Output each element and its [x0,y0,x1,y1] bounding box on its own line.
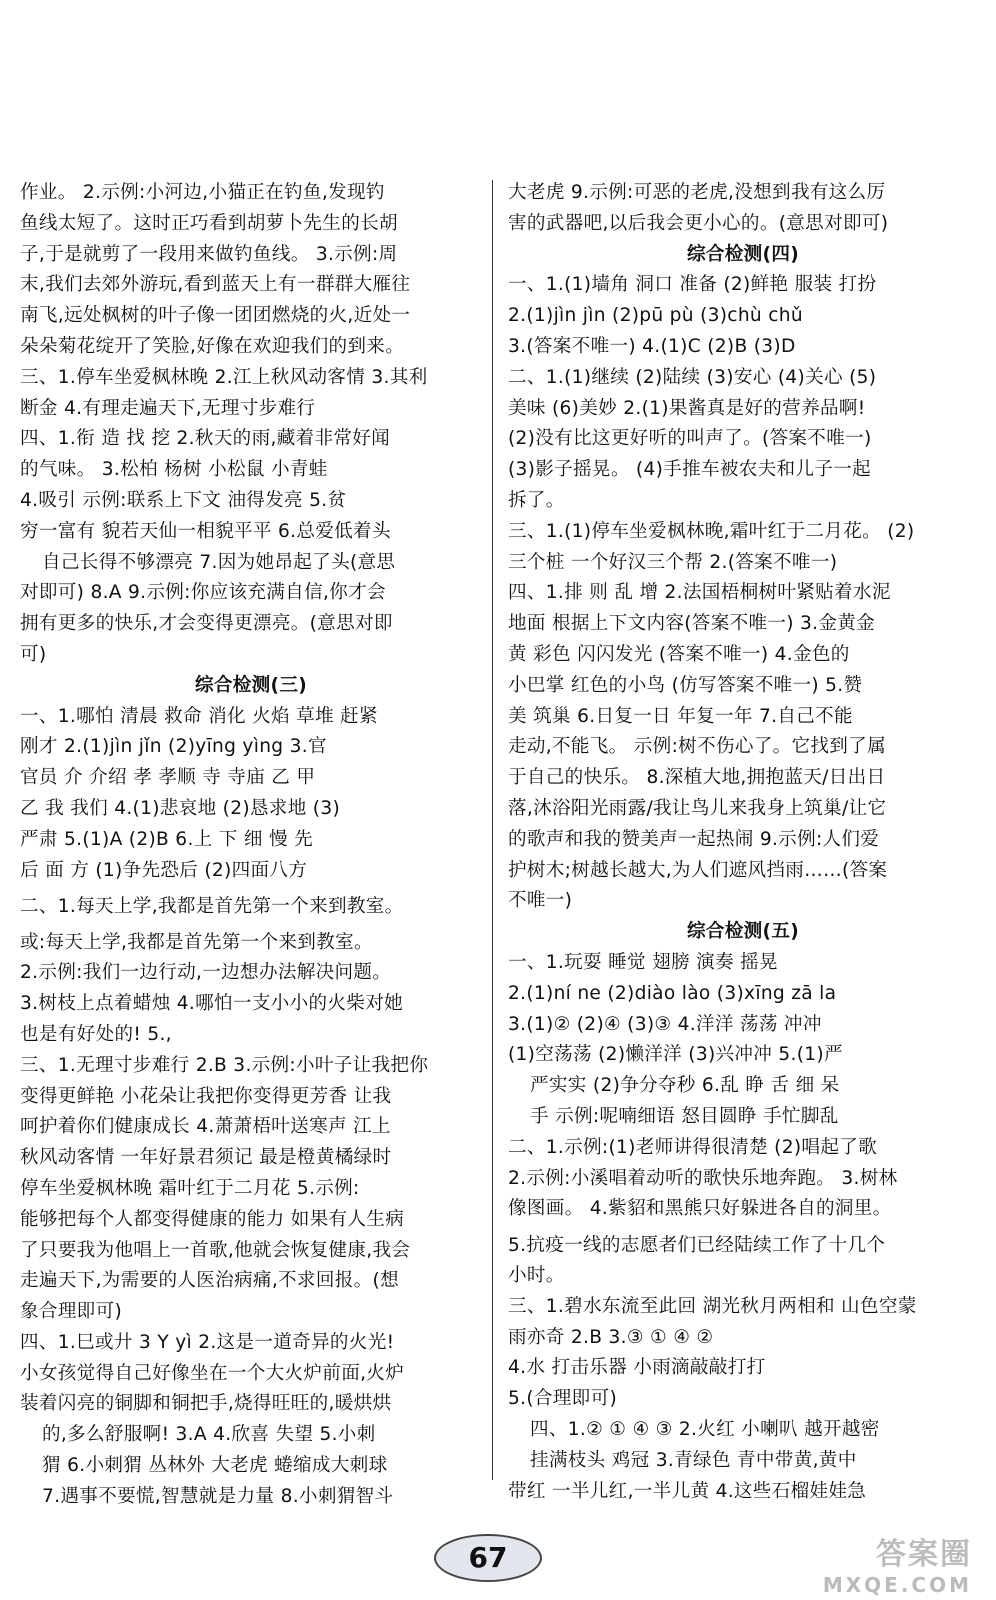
answer-line: 也是有好处的! 5., [20,1023,172,1045]
answer-line: 4.吸引 示例:联系上下文 油得发亮 5.贫 [20,489,347,511]
answer-line: 二、1.(1)继续 (2)陆续 (3)安心 (4)关心 (5) [508,366,877,388]
right-column [508,178,978,1507]
answer-line: 地面 根据上下文内容(答案不唯一) 3.金黄金 [508,613,876,635]
answer-line: 2.示例:小溪唱着动听的歌快乐地奔跑。 3.树林 [508,1167,898,1189]
answer-line: (1)空荡荡 (2)懒洋洋 (3)兴冲冲 5.(1)严 [508,1044,843,1066]
answer-line: 2.示例:我们一边行动,一边想办法解决问题。 [20,962,392,984]
answer-line: 3.(答案不唯一) 4.(1)C (2)B (3)D [508,335,796,357]
answer-line: 5.(合理即可) [508,1388,618,1410]
answer-line: 3.树枝上点着蜡烛 4.哪怕一支小小的火柴对她 [20,993,403,1015]
watermark-logo [822,1537,972,1600]
answer-line: 秋风动客情 一年好景君须记 最是橙黄橘绿时 [20,1147,392,1169]
answer-line: 对即可) 8.A 9.示例:你应该充满自信,你才会 [20,582,386,604]
answer-line: 拥有更多的快乐,才会变得更漂亮。(意思对即 [20,613,393,635]
answer-line: 的气味。 3.松柏 杨树 小松鼠 小青蛙 [20,459,328,481]
answer-line: (2)没有比这更好听的叫声了。(答案不唯一) [508,428,872,450]
answer-line: 带红 一半儿红,一半儿黄 4.这些石榴娃娃急 [508,1480,867,1502]
answer-line: 三、1.无理寸步难行 2.B 3.示例:小叶子让我把你 [20,1054,429,1076]
answer-line: 呵护着你们健康成长 4.萧萧梧叶送寒声 江上 [20,1116,391,1138]
answer-line: 变得更鲜艳 小花朵让我把你变得更芳香 让我 [20,1085,392,1107]
answer-line: 雨亦奇 2.B 3.③ ① ④ ② [508,1326,714,1348]
answer-line: 2.(1)jìn jìn (2)pū pù (3)chù chǔ [508,305,803,327]
watermark-url: MXQE.COM [822,1573,972,1597]
answer-line: 小巴掌 红色的小鸟 (仿写答案不唯一) 5.赞 [508,674,863,696]
answer-line: 断金 4.有理走遍天下,无理寸步难行 [20,397,316,419]
answer-line: 末,我们去郊外游玩,看到蓝天上有一群群大雁往 [20,274,411,296]
answer-line: 二、1.每天上学,我都是首先第一个来到教室。 [20,896,404,918]
answer-line: 刚才 2.(1)jìn jǐn (2)yīng yìng 3.官 [20,736,327,758]
answer-line: 鱼线太短了。这时正巧看到胡萝卜先生的长胡 [20,212,398,234]
answer-line: 穷一富有 貌若天仙一相貌平平 6.总爱低着头 [20,520,391,542]
answer-line: 可) [20,643,47,665]
answer-line: 四、1.巳或廾 3 Y yì 2.这是一道奇异的火光! [20,1331,395,1353]
answer-line: (3)影子摇晃。 (4)手推车被农夫和儿子一起 [508,459,871,481]
answer-line: 的歌声和我的赞美声一起热闹 9.示例:人们爱 [508,828,880,850]
left-column [20,178,482,1513]
answer-line: 的,多么舒服啊! 3.A 4.欣喜 失望 5.小刺 [42,1424,376,1446]
answer-line: 大老虎 9.示例:可恶的老虎,没想到我有这么厉 [508,182,886,203]
answer-line: 猬 6.小刺猬 丛林外 大老虎 蜷缩成大刺球 [42,1455,388,1477]
answer-line: 乙 我 我们 4.(1)悲哀地 (2)恳求地 (3) [20,797,341,819]
section-title: 综合检测(五) [686,921,800,943]
answer-line: 四、1.衔 造 找 挖 2.秋天的雨,藏着非常好闻 [20,428,391,450]
answer-line: 南飞,远处枫树的叶子像一团团燃烧的火,近处一 [20,305,411,327]
answer-line: 自己长得不够漂亮 7.因为她昂起了头(意思 [42,551,396,573]
answer-line: 美 筑巢 6.日复一日 年复一年 7.自己不能 [508,705,853,727]
answer-line: 4.水 打击乐器 小雨滴敲敲打打 [508,1357,766,1379]
section-title: 综合检测(四) [686,243,800,265]
page-number: 67 [434,1534,542,1582]
answer-line: 5.抗疫一线的志愿者们已经陆续工作了十几个 [508,1235,886,1257]
answer-line: 装着闪亮的铜脚和铜把手,烧得旺旺的,暖烘烘 [20,1393,392,1415]
answer-line: 严实实 (2)争分夺秒 6.乱 睁 舌 细 呆 [530,1075,840,1097]
answer-line: 能够把每个人都变得健康的能力 如果有人生病 [20,1208,405,1230]
answer-line: 严肃 5.(1)A (2)B 6.上 下 细 慢 先 [20,828,313,850]
answer-line: 美味 (6)美妙 2.(1)果酱真是好的营养品啊! [508,397,866,419]
answer-line: 或:每天上学,我都是首先第一个来到教室。 [20,932,373,954]
section-title: 综合检测(三) [194,674,308,696]
answer-line: 三、1.碧水东流至此回 湖光秋月两相和 山色空蒙 [508,1295,917,1317]
answer-line: 2.(1)ní ne (2)diào lào (3)xīng zā la [508,982,837,1004]
answer-line: 了只要我为他唱上一首歌,他就会恢复健康,我会 [20,1239,411,1261]
answer-line: 走遍天下,为需要的人医治病痛,不求回报。(想 [20,1270,399,1292]
answer-line: 小时。 [508,1265,565,1287]
answer-line: 走动,不能飞。 示例:树不伤心了。它找到了属 [508,736,886,758]
answer-line: 像图画。 4.紫貂和黑熊只好躲进各自的洞里。 [508,1198,892,1220]
answer-line: 黄 彩色 闪闪发光 (答案不唯一) 4.金色的 [508,643,850,665]
answer-line: 手 示例:呢喃细语 怒目圆睁 手忙脚乱 [530,1105,839,1127]
answer-line: 作业。 2.示例:小河边,小猫正在钓鱼,发现钓 [20,182,385,203]
answer-line: 小女孩觉得自己好像坐在一个大火炉前面,火炉 [20,1362,405,1384]
answer-line: 三、1.停车坐爱枫林晚 2.江上秋风动客情 3.其利 [20,366,428,388]
answer-line: 拆了。 [508,489,565,511]
answer-line: 四、1.② ① ④ ③ 2.火红 小喇叭 越开越密 [530,1419,880,1441]
answer-line: 7.遇事不要慌,智慧就是力量 8.小刺猬智斗 [42,1485,394,1507]
answer-line: 子,于是就剪了一段用来做钓鱼线。 3.示例:周 [20,243,398,265]
answer-line: 一、1.哪怕 清晨 救命 消化 火焰 草堆 赶紧 [20,705,378,727]
column-divider [492,180,493,1480]
answer-line: 四、1.排 则 乱 增 2.法国梧桐树叶紧贴着水泥 [508,582,891,604]
answer-line: 挂满枝头 鸡冠 3.青绿色 青中带黄,黄中 [530,1449,857,1471]
answer-line: 三、1.(1)停车坐爱枫林晚,霜叶红于二月花。 (2) [508,520,915,542]
answer-line: 害的武器吧,以后我会更小心的。(意思对即可) [508,212,889,234]
answer-line: 后 面 方 (1)争先恐后 (2)四面八方 [20,859,308,881]
answer-line: 朵朵菊花绽开了笑脸,好像在欢迎我们的到来。 [20,335,405,357]
answer-line: 象合理即可) [20,1301,123,1323]
answer-line: 3.(1)② (2)④ (3)③ 4.洋洋 荡荡 冲冲 [508,1013,822,1035]
answer-line: 不唯一) [508,890,573,912]
answer-line: 于自己的快乐。 8.深植大地,拥抱蓝天/日出日 [508,767,886,789]
answer-line: 三个桩 一个好汉三个帮 2.(答案不唯一) [508,551,838,573]
answer-line: 护树木;树越长越大,为人们遮风挡雨……(答案 [508,859,888,881]
answer-line: 官员 介 介绍 孝 孝顺 寺 寺庙 乙 甲 [20,767,316,789]
answer-line: 一、1.(1)墙角 洞口 准备 (2)鲜艳 服装 打扮 [508,274,877,296]
answer-line: 停车坐爱枫林晚 霜叶红于二月花 5.示例: [20,1177,360,1199]
answer-line: 一、1.玩耍 睡觉 翅膀 演奏 摇晃 [508,951,778,973]
answer-line: 二、1.示例:(1)老师讲得很清楚 (2)唱起了歌 [508,1136,877,1158]
answer-line: 落,沐浴阳光雨露/我让鸟儿来我身上筑巢/让它 [508,797,887,819]
watermark-main: 答案圈 [876,1537,972,1572]
